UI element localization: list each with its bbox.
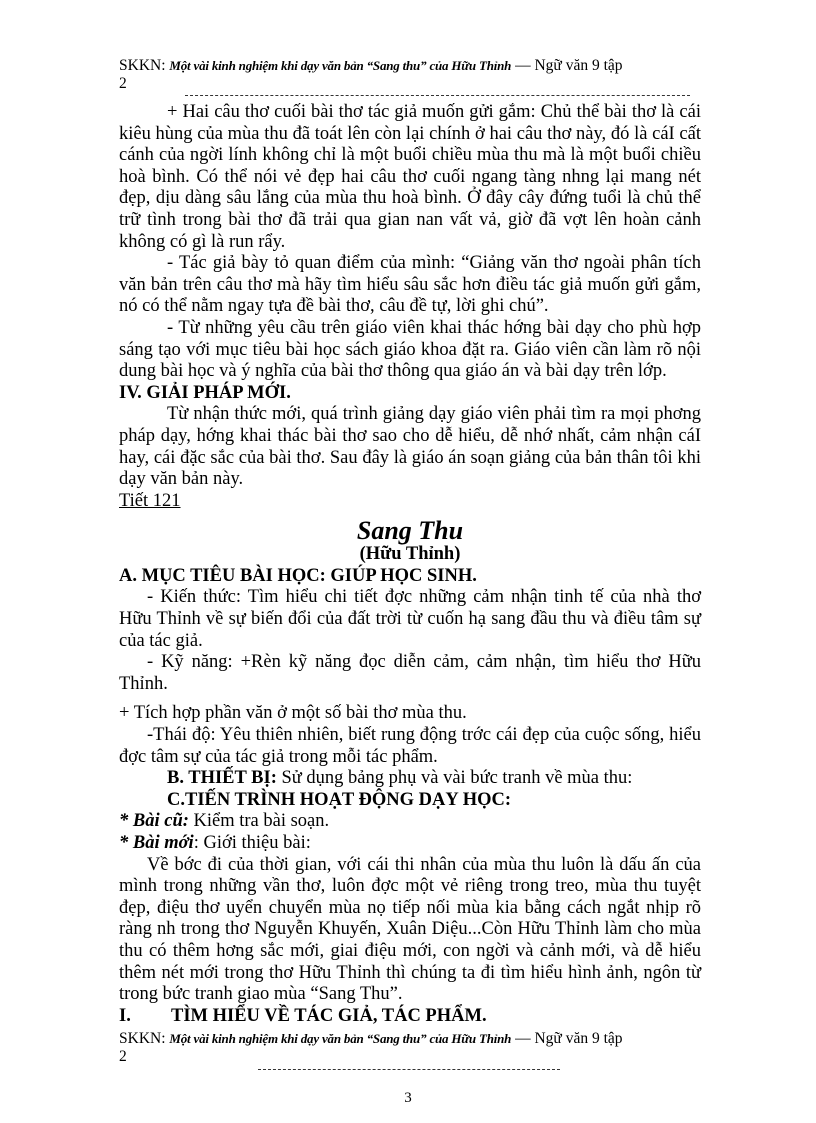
heading-text: Sử dụng bảng phụ và vài bức tranh về mùa thu:: [276, 768, 633, 789]
label: * Bài mới: [119, 833, 194, 853]
paragraph: [119, 833, 701, 855]
header-prefix: SKKN:: [119, 57, 166, 74]
section-heading: IV. GIẢI PHÁP MỚI.: [119, 382, 291, 403]
page-footer: [119, 1030, 694, 1066]
page-header: [119, 57, 694, 93]
paragraph: + Tích hợp phần văn ở một số bài thơ mùa thu.: [119, 703, 467, 724]
paragraph: - Từ những yêu cầu trên giáo viên khai thác hớng bài dạy cho phù hợp sáng tạo với mục tiêu bài học sách giáo khoa đặt ra. Giáo viên cần làm rõ nội dung bài học và ý nghĩa của bài thơ thông qua giáo án và bài dạy trên lớp.: [119, 317, 701, 382]
paragraph: - Kỹ năng: +Rèn kỹ năng đọc diễn cảm, cảm nhận, tìm hiểu thơ Hữu Thỉnh.: [119, 652, 701, 694]
text: : Giới thiệu bài:: [193, 833, 311, 853]
header-divider: [185, 95, 690, 96]
label: * Bài cũ:: [119, 811, 189, 832]
footer-divider: [258, 1069, 560, 1070]
section-heading: [119, 1006, 701, 1028]
section-heading: C.TIẾN TRÌNH HOẠT ĐỘNG DẠY HỌC:: [167, 789, 512, 810]
header-line2: 2: [119, 75, 127, 92]
paragraph: + Hai câu thơ cuối bài thơ tác giả muốn gửi gắm: Chủ thể bài thơ là cái kiêu hùng của mùa thu đã toát lên còn lại chính ở hai câu thơ này, đó là cáI cất cánh của ngời lính không chỉ là một buổi chiều mùa thu mà là một buổi chiều hoà bình. Có thể nói vẻ đẹp hai câu thơ cuối ngang tàng nhng lại mang nét đẹp, dịu dàng sâu lắng của mùa thu hoà bình. Ở đây cây đứng tuổi là chủ thể trữ tình trong bài thơ đã trải qua gian nan vất vả, giờ đã vợt lên hoàn cảnh không có gì là run rẩy.: [119, 102, 701, 252]
header-title: Một vài kinh nghiệm khi dạy văn bản “Sang thu” của Hữu Thỉnh: [169, 58, 512, 73]
footer-prefix: SKKN:: [119, 1030, 166, 1047]
heading-text: TÌM HIỂU VỀ TÁC GIẢ, TÁC PHẨM.: [171, 1005, 487, 1026]
paragraph: [119, 811, 701, 833]
paragraph: - Tác giả bày tỏ quan điểm của mình: “Giảng văn thơ ngoài phân tích văn bản trên câu thơ mà hãy tìm hiểu sâu sắc hơn điều tác giả muốn gửi gắm, nó có thể nằm ngay tựa đề bài thơ, câu đề tự, lời ghi chú”.: [119, 253, 701, 317]
lesson-number: Tiết 121: [119, 490, 181, 511]
heading-number: I.: [119, 1005, 131, 1026]
paragraph: -Thái độ: Yêu thiên nhiên, biết rung động trớc cái đẹp của cuộc sống, hiểu đợc tâm sự của tác giả trong mỗi tác phẩm.: [119, 725, 701, 767]
footer-title: Một vài kinh nghiệm khi dạy văn bản “Sang thu” của Hữu Thỉnh: [169, 1031, 512, 1046]
heading-label: B. THIẾT BỊ:: [167, 768, 277, 789]
poem-title: Sang Thu: [356, 516, 464, 546]
footer-suffix: — Ngữ văn 9 tập: [515, 1030, 623, 1047]
text: Kiểm tra bài soạn.: [188, 811, 330, 832]
footer-line: [119, 1030, 694, 1048]
section-heading: [167, 768, 701, 790]
paragraph: Về bớc đi của thời gian, với cái thi nhân của mùa thu luôn là dấu ấn của mình trong những vần thơ, luôn đợc một vẻ riêng trong treo, mùa thu tuyệt đẹp, điệu thơ uyển chuyển mùa nọ tiếp nối mùa kia bằng cách ngắt nhịp rõ ràng nh trong thơ Nguyễn Khuyến, Xuân Diệu...Còn Hữu Thỉnh làm cho mùa thu có thêm hơng sắc mới, giai điệu mới, con ngời và cảnh mới, và dễ hiểu thêm nét mới trong thơ Hữu Thỉnh thì chúng ta đi tìm hiểu hình ảnh, ngôn từ trong bức tranh giao mùa “Sang Thu”.: [119, 854, 701, 1005]
footer-line2: 2: [119, 1048, 127, 1065]
paragraph: Từ nhận thức mới, quá trình giảng dạy giáo viên phải tìm ra mọi phơng pháp dạy, hớng khai thác bài thơ sao cho dễ hiểu, dễ nhớ nhất, cảm nhận cáI hay, cái đặc sắc của bài thơ. Sau đây là giáo án soạn giảng của bản thân tôi khi dạy văn bản này.: [119, 404, 701, 490]
document-body: [119, 102, 701, 1027]
poem-author: (Hữu Thỉnh): [359, 544, 461, 565]
paragraph: - Kiến thức: Tìm hiểu chi tiết đợc những cảm nhận tinh tế của nhà thơ Hữu Thỉnh về sự biến đổi của đất trời từ cuốn hạ sang đầu thu và điều tâm sự của tác giả.: [119, 587, 701, 651]
header-line: [119, 57, 694, 75]
header-suffix: — Ngữ văn 9 tập: [515, 57, 623, 74]
section-heading: A. MỤC TIÊU BÀI HỌC: GIÚP HỌC SINH.: [119, 565, 477, 586]
page-number: 3: [404, 1090, 412, 1106]
